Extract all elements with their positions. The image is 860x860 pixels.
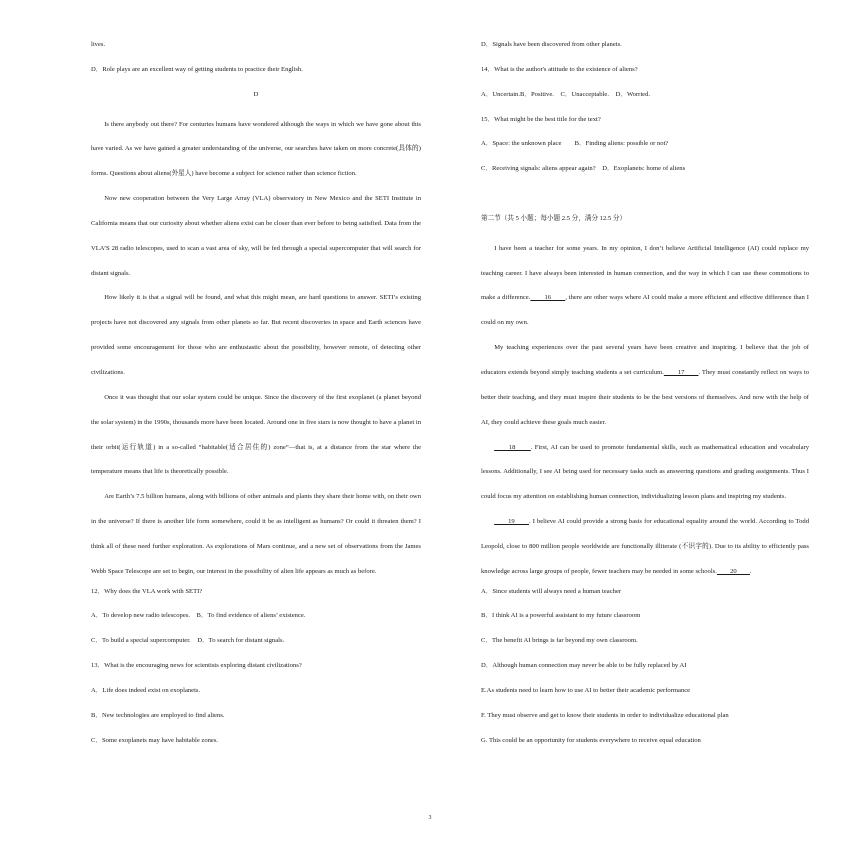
question-13-option-b: B．New technologies are employed to find aliens. <box>91 711 225 719</box>
cloze-paragraph-2 <box>481 336 809 435</box>
passage-paragraph-5: Are Earth’s 7.5 billion humans, along with billions of other animals and plants they share their home with, on their own in the universe? If there is another life form somewhere, could it be as intelligent as humans? Or could it threaten them? I think all of these need further exploration. As explorations of Mars continue, and a new set of observations from the James Webb Space Telescope are set to begin, our interest in the possibility of alien life appears as much as before. <box>91 493 421 575</box>
blank-16: 16 <box>530 294 566 302</box>
question-12: 12．Why does the VLA work with SETI? <box>91 587 203 595</box>
question-15: 15．What might be the best title for the text? <box>481 115 601 123</box>
cloze-paragraph-4 <box>481 510 809 585</box>
cloze-paragraph-1 <box>481 237 809 336</box>
question-13-option-c: C．Some exoplanets may have habitable zones. <box>91 736 219 744</box>
cloze-option-b: B．I think AI is a powerful assistant to my future classroom <box>481 612 641 620</box>
question-15-options-cd: C．Receiving signals: aliens appear again? D．Exoplanets: home of aliens <box>481 165 686 173</box>
cloze-text: , there are other ways where AI could make a more efficient and effective difference than I could on my own. <box>481 294 809 327</box>
section-letter: D <box>253 90 259 98</box>
cloze-option-f: F. They must observe and get to know their students in order to individualize educational plan <box>481 711 729 719</box>
question-13-option-d: D．Signals have been discovered from other planets. <box>481 41 622 48</box>
cloze-text: . <box>749 567 752 575</box>
cloze-text: I have been a teacher for some years. In my opinion, I don’t believe Artificial Intelligence (AI) could replace my teaching career. I have always been interested in human connection, and the way in which I can use these commotions to make a difference. <box>481 244 809 302</box>
passage-paragraph-2: Now new cooperation between the Very Large Array (VLA) observatory in New Mexico and the SETI Institute in California means that our curiosity about whether aliens exist can be closer than ever before to being satisfied. Data from the VLA’S 28 radio telescopes, used to scan a vast area of sky, will be fed through a special supercomputer that will search for distant signals. <box>91 195 421 277</box>
question-15-options-ab: A．Space: the unknown place B．Finding aliens: possible or not? <box>481 140 669 148</box>
page-number: 3 <box>428 815 432 821</box>
cloze-option-c: C．The benefit AI brings is far beyond my own classroom. <box>481 637 638 645</box>
spacer <box>481 187 809 212</box>
question-12-options-ab: A．To develop new radio telescopes. B．To find evidence of aliens’ existence. <box>91 612 306 620</box>
cloze-option-a: A．Since students will always need a human teacher <box>481 587 622 595</box>
cloze-text: My teaching experiences over the past several years have been creative and inspiring. I believe that the job of educators extends beyond simply teaching students a set curriculum. <box>481 344 809 376</box>
section-2-header: 第二节（共 5 小题；每小题 2.5 分，满分 12.5 分） <box>481 214 627 222</box>
right-column <box>481 38 809 758</box>
cloze-option-g: G. This could be an opportunity for students everywhere to receive equal education <box>481 736 701 744</box>
question-14-options: A．Uncertain.B．Positive. C．Unacceptable. D．Worried. <box>481 90 651 98</box>
passage-paragraph-1: Is there anybody out there? For centuries humans have wondered although the ways in which we have gone about this have varied. As we have gained a greater understanding of the universe, our searches have taken on more concrete(具体的) forms. Questions about aliens(外星人) have become a subject for science rather than science fiction. <box>91 120 421 178</box>
blank-20: 20 <box>716 567 750 575</box>
blank-18: 18 <box>494 443 531 451</box>
blank-19: 19 <box>494 518 530 526</box>
option-d-previous: D．Role plays are an excellent way of getting students to practice their English. <box>91 65 303 73</box>
question-12-options-cd: C．To build a special supercomputer. D．To search for distant signals. <box>91 637 285 645</box>
cloze-option-d: D．Although human connection may never be able to be fully replaced by AI <box>481 662 687 670</box>
cloze-text: . First, AI can be used to promote fundamental skills, such as mathematical education and vocabulary lessons. Additionally, I see AI being used for necessary tasks such as answering questions and grading assignments. Thus I could focus my attention on establishing human connection, individualizing lesson plans and inspiring my students. <box>481 443 809 501</box>
passage-paragraph-3: How likely it is that a signal will be found, and what this might mean, are hard questions to answer. SETI’s existing projects have not discovered any signals from other planets so far. But recent discoveries in space and Earth sciences have provided some encouragement for those who are enthusiastic about the possibility, however remote, of detecting other civilizations. <box>91 294 421 376</box>
left-column <box>91 38 421 758</box>
question-13: 13．What is the encouraging news for scientists exploring distant civilizations? <box>91 662 302 670</box>
text-line: lives. <box>91 41 106 48</box>
blank-17: 17 <box>663 368 699 376</box>
passage-paragraph-4: Once it was thought that our solar system could be unique. Since the discovery of the first exoplanet (a planet beyond the solar system) in the 1990s, thousands more have been located. Around one in five stars is now thought to have a planet in their orbit(运行轨道) in a so-called “habitable(适合居住的) zone”—that is, at a distance from the star where the temperature means that life is theoretically possible. <box>91 393 421 476</box>
cloze-text: . They must constantly reflect on ways to better their teaching, and they must inspire their students to be the best versions of themselves. And now with the help of AI, they could achieve these goals much easier. <box>481 368 810 426</box>
cloze-text: . I believe AI could provide a strong basis for educational equality around the world. According to Todd Leopold, close to 800 million people worldwide are functionally illiterate (不识字的). Due to its ability to efficiently pass knowledge across large groups of people, fewer teachers may be needed in some schools. <box>481 518 809 575</box>
question-13-option-a: A．Life does indeed exist on exoplanets. <box>91 686 201 694</box>
cloze-paragraph-3 <box>481 436 809 511</box>
cloze-option-e: E.As students need to learn how to use AI to better their academic performance <box>481 686 691 694</box>
question-14: 14．What is the author's attitude to the existence of aliens? <box>481 65 638 73</box>
